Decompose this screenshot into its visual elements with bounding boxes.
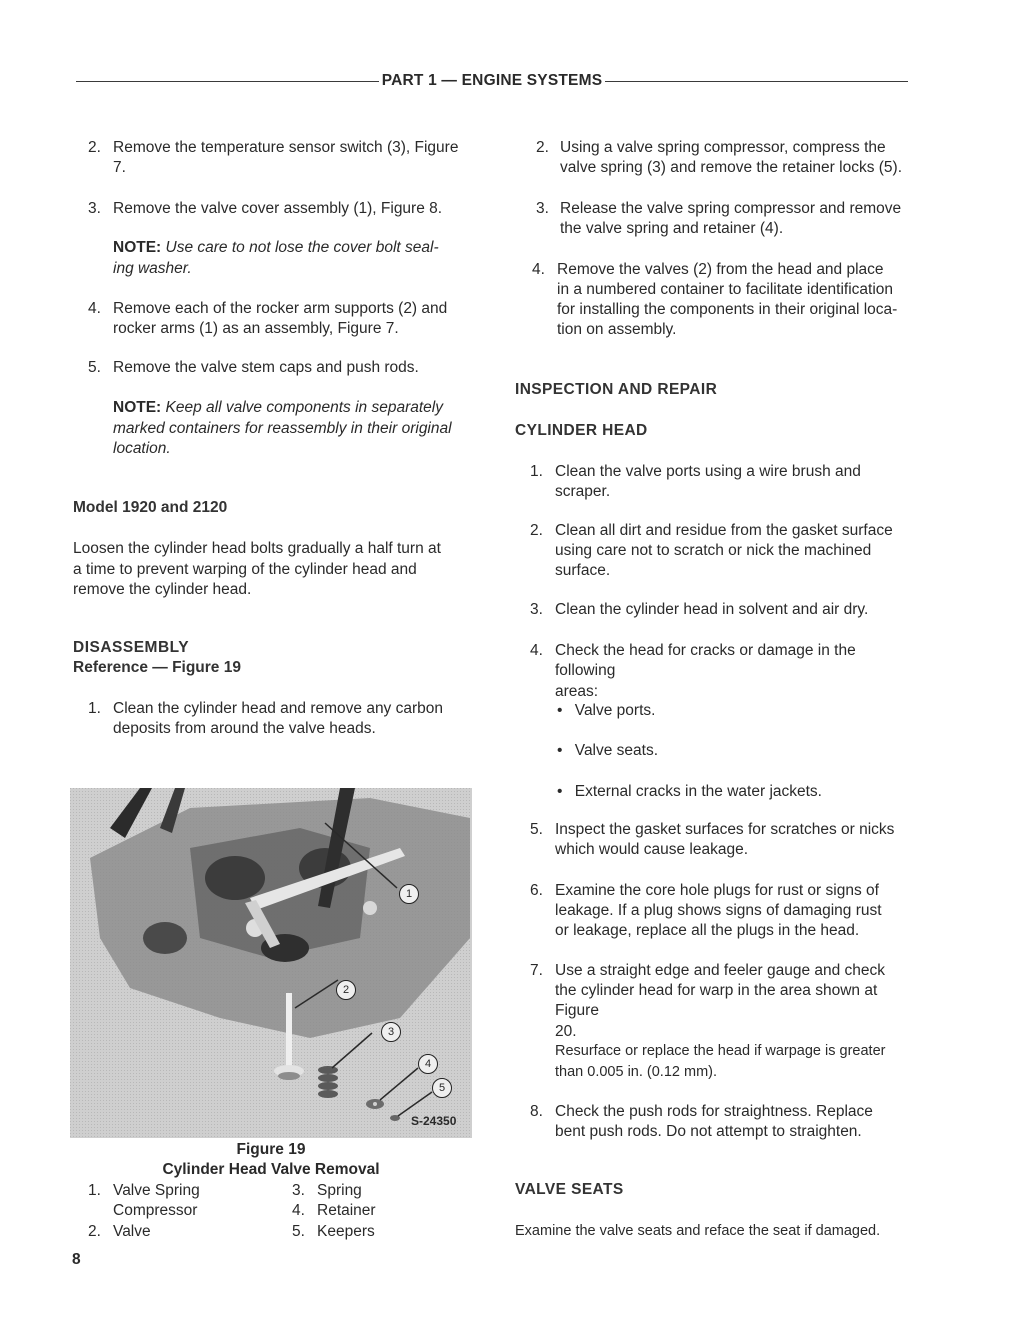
callout-1: 1 (399, 884, 419, 904)
callout-3: 3 (381, 1022, 401, 1042)
note-text: Use care to not lose the cover bolt seal- (165, 239, 439, 256)
legend-number: 3. (292, 1182, 305, 1199)
header-rule-right (605, 81, 908, 82)
step-text: Remove the valve stem caps and push rods. (113, 359, 419, 376)
figure-19-photo (70, 788, 472, 1138)
figure-title: Figure 19 (236, 1141, 306, 1158)
step-number: 5. (88, 359, 101, 376)
step-text: Clean all dirt and residue from the gasket surface (555, 522, 893, 539)
model-heading: Model 1920 and 2120 (73, 499, 228, 516)
step-text: Remove each of the rocker arm supports (2) and (113, 300, 448, 317)
step-text: Remove the valve cover assembly (1), Figure 8. (113, 200, 443, 217)
step-text: Clean the cylinder head and remove any carbon (113, 700, 444, 717)
step-number: 1. (530, 463, 543, 480)
step-number: 6. (530, 882, 543, 899)
step-text-cont: the valve spring and retainer (4). (560, 220, 784, 237)
step-number: 3. (88, 200, 101, 217)
step-number: 2. (536, 139, 549, 156)
step-text-cont: which would cause leakage. (555, 841, 749, 858)
bullet-text: External cracks in the water jackets. (574, 783, 822, 800)
bullet-external-cracks (557, 782, 822, 803)
step-text: Check the head for cracks or damage in the (555, 642, 856, 659)
cylinder-head-illustration (70, 788, 472, 1138)
step-text-cont: following areas: (555, 662, 616, 700)
legend-number: 5. (292, 1223, 305, 1240)
step-number: 8. (530, 1103, 543, 1120)
step-text-cont: surface. (555, 562, 611, 579)
step-number: 4. (530, 642, 543, 659)
valve-seats-text: Examine the valve seats and reface the seat if damaged. (515, 1223, 881, 1239)
step-text: Examine the core hole plugs for rust or signs of (555, 882, 879, 899)
step-number: 1. (88, 700, 101, 717)
step-text-cont: deposits from around the valve heads. (113, 720, 376, 737)
step-text-cont: in a numbered container to facilitate identification (557, 281, 894, 298)
bullet-valve-seats (557, 741, 658, 762)
resurface-note (555, 1041, 885, 1082)
step-number: 4. (532, 261, 545, 278)
page-number: 8 (72, 1251, 81, 1268)
legend-label: Valve (113, 1223, 151, 1240)
legend-number: 1. (88, 1182, 101, 1199)
step-text-cont: using care not to scratch or nick the machined (555, 542, 872, 559)
legend-label-cont: Compressor (113, 1202, 198, 1219)
step-text: Release the valve spring compressor and remove (560, 200, 902, 217)
paragraph-line: remove the cylinder head. (73, 581, 252, 598)
note-text-cont: marked containers for reassembly in their original (113, 419, 452, 437)
inspection-heading: INSPECTION AND REPAIR (515, 381, 718, 398)
note-text-cont: ing washer. (113, 259, 192, 277)
bullet-text: Valve ports. (574, 702, 656, 719)
note-cover-bolt (113, 238, 439, 279)
bullet-dot: • (557, 702, 563, 719)
callout-4: 4 (418, 1054, 438, 1074)
step-text: Remove the temperature sensor switch (3), Figure (113, 139, 459, 156)
cylinder-head-heading: CYLINDER HEAD (515, 422, 648, 439)
bullet-dot: • (557, 742, 563, 759)
step-text-cont: tion on assembly. (557, 321, 677, 338)
step-text: Using a valve spring compressor, compress the (560, 139, 886, 156)
callout-2: 2 (336, 980, 356, 1000)
note-keep-components (113, 398, 452, 460)
step-number: 7. (530, 962, 543, 979)
figure-code: S-24350 (411, 1114, 457, 1128)
resurface-line: Resurface or replace the head if warpage is greater (555, 1043, 886, 1059)
legend-label: Retainer (317, 1202, 376, 1219)
paragraph-line: Loosen the cylinder head bolts gradually a half turn at (73, 540, 441, 557)
legend-number: 2. (88, 1223, 101, 1240)
legend-number: 4. (292, 1202, 305, 1219)
step-text: Clean the cylinder head in solvent and air dry. (555, 601, 869, 618)
step-text-cont: leakage. If a plug shows signs of damaging rust (555, 902, 882, 919)
note-label: NOTE: (113, 399, 162, 416)
callout-5: 5 (432, 1078, 452, 1098)
step-text: Inspect the gasket surfaces for scratches or nicks (555, 821, 895, 838)
header-rule-left (76, 81, 379, 82)
step-number: 5. (530, 821, 543, 838)
step-text-cont: for installing the components in their original loca- (557, 301, 898, 318)
legend-label: Spring (317, 1182, 362, 1199)
step-number: 3. (536, 200, 549, 217)
step-number: 2. (88, 139, 101, 156)
step-number: 3. (530, 601, 543, 618)
note-text: Keep all valve components in separately (165, 399, 443, 416)
note-label: NOTE: (113, 239, 162, 256)
step-text: Remove the valves (2) from the head and place (557, 261, 884, 278)
bullet-valve-ports (557, 701, 655, 722)
step-text-cont: 7. (113, 159, 126, 176)
model-paragraph (73, 539, 441, 601)
step-text: Use a straight edge and feeler gauge and check (555, 962, 886, 979)
reference-heading: Reference — Figure 19 (73, 659, 241, 676)
bullet-text: Valve seats. (574, 742, 659, 759)
step-text-cont: Figure 20. (555, 1002, 599, 1040)
note-text-cont: location. (113, 440, 171, 457)
legend-label: Keepers (317, 1223, 375, 1240)
legend-label: Valve Spring (113, 1182, 200, 1199)
step-text-cont: the cylinder head for warp in the area shown at (555, 982, 878, 999)
header-title: PART 1 — ENGINE SYSTEMS (381, 71, 603, 89)
step-text-cont: rocker arms (1) as an assembly, Figure 7. (113, 320, 399, 337)
step-text: Check the push rods for straightness. Replace (555, 1103, 873, 1120)
step-number: 2. (530, 522, 543, 539)
step-text: Clean the valve ports using a wire brush and (555, 463, 861, 480)
figure-subtitle: Cylinder Head Valve Removal (162, 1161, 380, 1178)
step-text-cont: bent push rods. Do not attempt to straighten. (555, 1123, 862, 1140)
paragraph-line: a time to prevent warping of the cylinder head and (73, 560, 417, 578)
step-text-cont: scraper. (555, 483, 611, 500)
step-text-cont: or leakage, replace all the plugs in the head. (555, 922, 860, 939)
disassembly-heading: DISASSEMBLY (73, 639, 190, 656)
step-text-cont: valve spring (3) and remove the retainer locks (5). (560, 159, 903, 176)
page-header (76, 70, 908, 92)
bullet-dot: • (557, 783, 563, 800)
resurface-line: than 0.005 in. (0.12 mm). (555, 1063, 717, 1080)
valve-seats-heading: VALVE SEATS (515, 1181, 624, 1198)
step-number: 4. (88, 300, 101, 317)
